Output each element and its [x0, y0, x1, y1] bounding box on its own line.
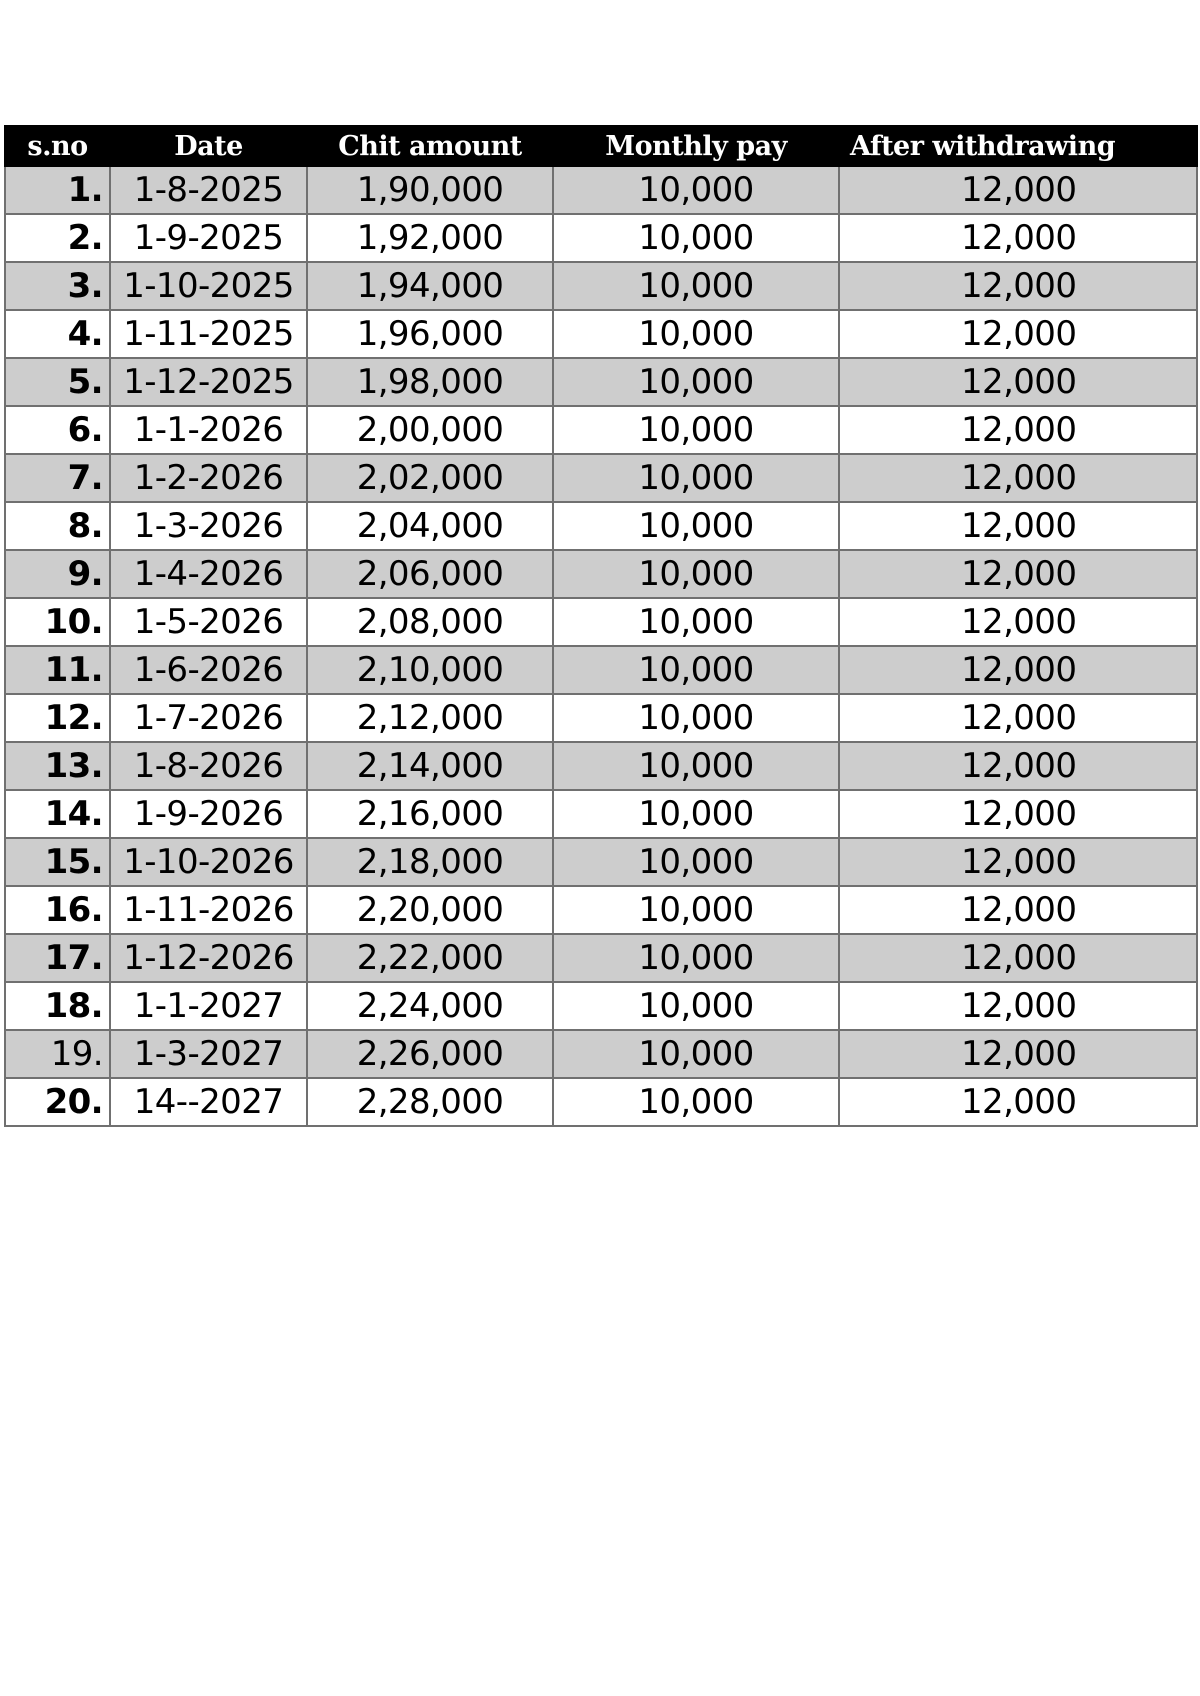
monthly-pay-cell: 10,000: [553, 502, 839, 550]
chit-amount-cell: 2,22,000: [307, 934, 553, 982]
chit-amount-cell: 2,08,000: [307, 598, 553, 646]
table-row: [5, 982, 1197, 1030]
chit-amount-cell: 2,18,000: [307, 838, 553, 886]
after-withdrawing-cell: 12,000: [839, 598, 1197, 646]
monthly-pay-cell: 10,000: [553, 550, 839, 598]
monthly-pay-cell: 10,000: [553, 310, 839, 358]
table-row: [5, 550, 1197, 598]
table-row: [5, 262, 1197, 310]
date-cell: 1-9-2026: [110, 790, 307, 838]
date-cell: 1-3-2026: [110, 502, 307, 550]
sno-cell: 8.: [5, 502, 110, 550]
sno-cell: 1.: [5, 166, 110, 214]
header-monthly-pay: Monthly pay: [553, 126, 839, 166]
table-row: [5, 646, 1197, 694]
date-cell: 1-8-2025: [110, 166, 307, 214]
header-sno: s.no: [5, 126, 110, 166]
after-withdrawing-cell: 12,000: [839, 502, 1197, 550]
sno-cell: 12.: [5, 694, 110, 742]
monthly-pay-cell: 10,000: [553, 982, 839, 1030]
chit-amount-cell: 2,14,000: [307, 742, 553, 790]
table-row: [5, 694, 1197, 742]
monthly-pay-cell: 10,000: [553, 454, 839, 502]
sno-cell: 20.: [5, 1078, 110, 1126]
sno-cell: 7.: [5, 454, 110, 502]
date-cell: 1-7-2026: [110, 694, 307, 742]
table-row: [5, 454, 1197, 502]
monthly-pay-cell: 10,000: [553, 838, 839, 886]
monthly-pay-cell: 10,000: [553, 406, 839, 454]
monthly-pay-cell: 10,000: [553, 262, 839, 310]
sno-cell: 13.: [5, 742, 110, 790]
table-row: [5, 406, 1197, 454]
monthly-pay-cell: 10,000: [553, 1030, 839, 1078]
table-row: [5, 214, 1197, 262]
header-row: [5, 126, 1197, 166]
monthly-pay-cell: 10,000: [553, 742, 839, 790]
chit-amount-cell: 2,20,000: [307, 886, 553, 934]
after-withdrawing-cell: 12,000: [839, 406, 1197, 454]
chit-amount-cell: 2,16,000: [307, 790, 553, 838]
table-body: [5, 166, 1197, 1126]
after-withdrawing-cell: 12,000: [839, 982, 1197, 1030]
after-withdrawing-cell: 12,000: [839, 646, 1197, 694]
monthly-pay-cell: 10,000: [553, 214, 839, 262]
table-row: [5, 166, 1197, 214]
date-cell: 1-3-2027: [110, 1030, 307, 1078]
date-cell: 14--2027: [110, 1078, 307, 1126]
sno-cell: 17.: [5, 934, 110, 982]
chit-amount-cell: 1,92,000: [307, 214, 553, 262]
after-withdrawing-cell: 12,000: [839, 550, 1197, 598]
table-row: [5, 358, 1197, 406]
table-row: [5, 790, 1197, 838]
monthly-pay-cell: 10,000: [553, 358, 839, 406]
table-row: [5, 934, 1197, 982]
after-withdrawing-cell: 12,000: [839, 358, 1197, 406]
sno-cell: 11.: [5, 646, 110, 694]
chit-amount-cell: 1,96,000: [307, 310, 553, 358]
monthly-pay-cell: 10,000: [553, 1078, 839, 1126]
after-withdrawing-cell: 12,000: [839, 1030, 1197, 1078]
sno-cell: 19.: [5, 1030, 110, 1078]
date-cell: 1-10-2026: [110, 838, 307, 886]
chit-amount-cell: 1,94,000: [307, 262, 553, 310]
sno-cell: 18.: [5, 982, 110, 1030]
table-row: [5, 886, 1197, 934]
monthly-pay-cell: 10,000: [553, 646, 839, 694]
sno-cell: 4.: [5, 310, 110, 358]
monthly-pay-cell: 10,000: [553, 790, 839, 838]
after-withdrawing-cell: 12,000: [839, 838, 1197, 886]
sno-cell: 14.: [5, 790, 110, 838]
chit-amount-cell: 2,28,000: [307, 1078, 553, 1126]
sno-cell: 16.: [5, 886, 110, 934]
date-cell: 1-12-2025: [110, 358, 307, 406]
date-cell: 1-9-2025: [110, 214, 307, 262]
date-cell: 1-2-2026: [110, 454, 307, 502]
after-withdrawing-cell: 12,000: [839, 694, 1197, 742]
after-withdrawing-cell: 12,000: [839, 310, 1197, 358]
date-cell: 1-12-2026: [110, 934, 307, 982]
chit-amount-cell: 2,04,000: [307, 502, 553, 550]
table-row: [5, 598, 1197, 646]
chit-schedule-table: [4, 125, 1198, 1127]
date-cell: 1-8-2026: [110, 742, 307, 790]
date-cell: 1-1-2027: [110, 982, 307, 1030]
chit-amount-cell: 2,12,000: [307, 694, 553, 742]
date-cell: 1-10-2025: [110, 262, 307, 310]
chit-amount-cell: 2,06,000: [307, 550, 553, 598]
chit-amount-cell: 2,24,000: [307, 982, 553, 1030]
sno-cell: 6.: [5, 406, 110, 454]
chit-amount-cell: 2,26,000: [307, 1030, 553, 1078]
header-chit-amount: Chit amount: [307, 126, 553, 166]
after-withdrawing-cell: 12,000: [839, 454, 1197, 502]
date-cell: 1-4-2026: [110, 550, 307, 598]
after-withdrawing-cell: 12,000: [839, 262, 1197, 310]
after-withdrawing-cell: 12,000: [839, 166, 1197, 214]
table-header: [5, 126, 1197, 166]
table-row: [5, 1030, 1197, 1078]
chit-amount-cell: 1,98,000: [307, 358, 553, 406]
chit-amount-cell: 2,00,000: [307, 406, 553, 454]
after-withdrawing-cell: 12,000: [839, 934, 1197, 982]
chit-amount-cell: 1,90,000: [307, 166, 553, 214]
date-cell: 1-11-2025: [110, 310, 307, 358]
date-cell: 1-6-2026: [110, 646, 307, 694]
table-row: [5, 502, 1197, 550]
monthly-pay-cell: 10,000: [553, 886, 839, 934]
monthly-pay-cell: 10,000: [553, 166, 839, 214]
header-after-withdrawing: After withdrawing: [839, 126, 1197, 166]
after-withdrawing-cell: 12,000: [839, 886, 1197, 934]
sno-cell: 3.: [5, 262, 110, 310]
monthly-pay-cell: 10,000: [553, 694, 839, 742]
table-row: [5, 742, 1197, 790]
date-cell: 1-1-2026: [110, 406, 307, 454]
table-row: [5, 1078, 1197, 1126]
after-withdrawing-cell: 12,000: [839, 1078, 1197, 1126]
chit-amount-cell: 2,10,000: [307, 646, 553, 694]
header-date: Date: [110, 126, 307, 166]
chit-amount-cell: 2,02,000: [307, 454, 553, 502]
date-cell: 1-11-2026: [110, 886, 307, 934]
table-row: [5, 838, 1197, 886]
sno-cell: 9.: [5, 550, 110, 598]
monthly-pay-cell: 10,000: [553, 598, 839, 646]
after-withdrawing-cell: 12,000: [839, 214, 1197, 262]
after-withdrawing-cell: 12,000: [839, 790, 1197, 838]
table-row: [5, 310, 1197, 358]
monthly-pay-cell: 10,000: [553, 934, 839, 982]
sno-cell: 5.: [5, 358, 110, 406]
sno-cell: 10.: [5, 598, 110, 646]
date-cell: 1-5-2026: [110, 598, 307, 646]
sno-cell: 15.: [5, 838, 110, 886]
after-withdrawing-cell: 12,000: [839, 742, 1197, 790]
sno-cell: 2.: [5, 214, 110, 262]
